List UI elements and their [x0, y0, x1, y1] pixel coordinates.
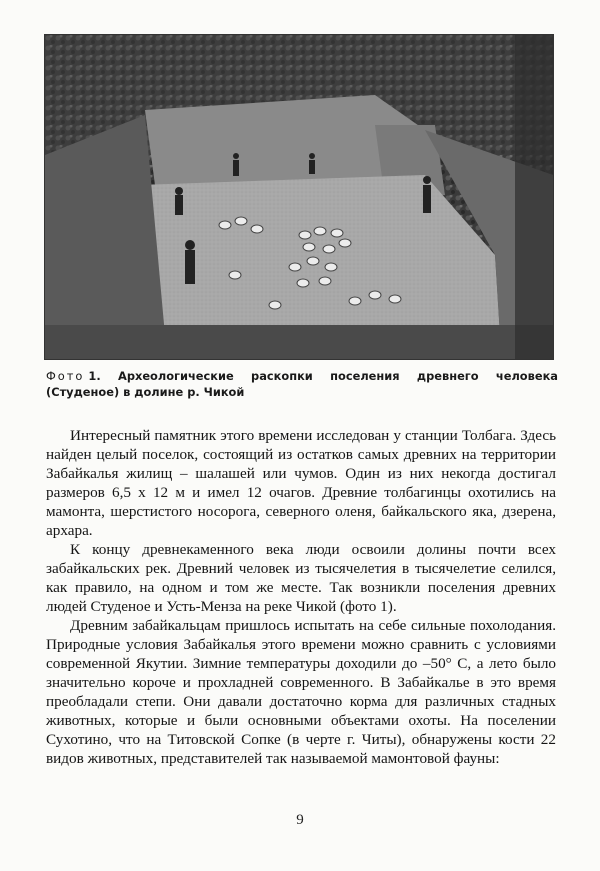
photo-caption [46, 368, 558, 400]
paragraph-2: К концу древнекаменного века люди освоили долины почти всех забайкальских рек. Древний человек из тысячелетия в тысячелетие селился, как правило, на одном и том же месте. Так возникли поселения древних людей Студеное и Усть-Менза на реке Чикой (фото 1). [46, 541, 556, 615]
body-text [46, 426, 556, 768]
excavation-photo [44, 34, 554, 360]
paragraph-1: Интересный памятник этого времени исследован у станции Толбага. Здесь найден целый поселок, состоящий из остатков самых древних на территории Забайкалья жилищ – шалашей или чумов. Один из них некогда достигал размеров 6,5 х 12 м и имел 12 очагов. Древние толбагинцы охотились на мамонта, шерстистого носорога, северного оленя, байкальского яка, дзерена, архара. [46, 427, 556, 539]
caption-lead: Фото [46, 369, 85, 383]
page-number: 9 [296, 812, 304, 828]
caption-text: 1. Археологические раскопки поселения древнего человека (Студеное) в долине р. Чикой [46, 369, 558, 399]
paragraph-3: Древним забайкальцам пришлось испытать на себе сильные похолодания. Природные условия Забайкалья этого времени можно сравнить с условиями современной Якутии. Зимние температуры доходили до –50° С, а лето было значительно короче и прохладней современного. В Забайкалье в это время преобладали степи. Они давали достаточно корма для различных стадных животных, которые и были основными объектами охоты. На поселении Сухотино, что на Титовской Сопке (в черте г. Читы), обнаружены кости 22 видов животных, представителей так называемой мамонтовой фауны: [46, 617, 556, 767]
